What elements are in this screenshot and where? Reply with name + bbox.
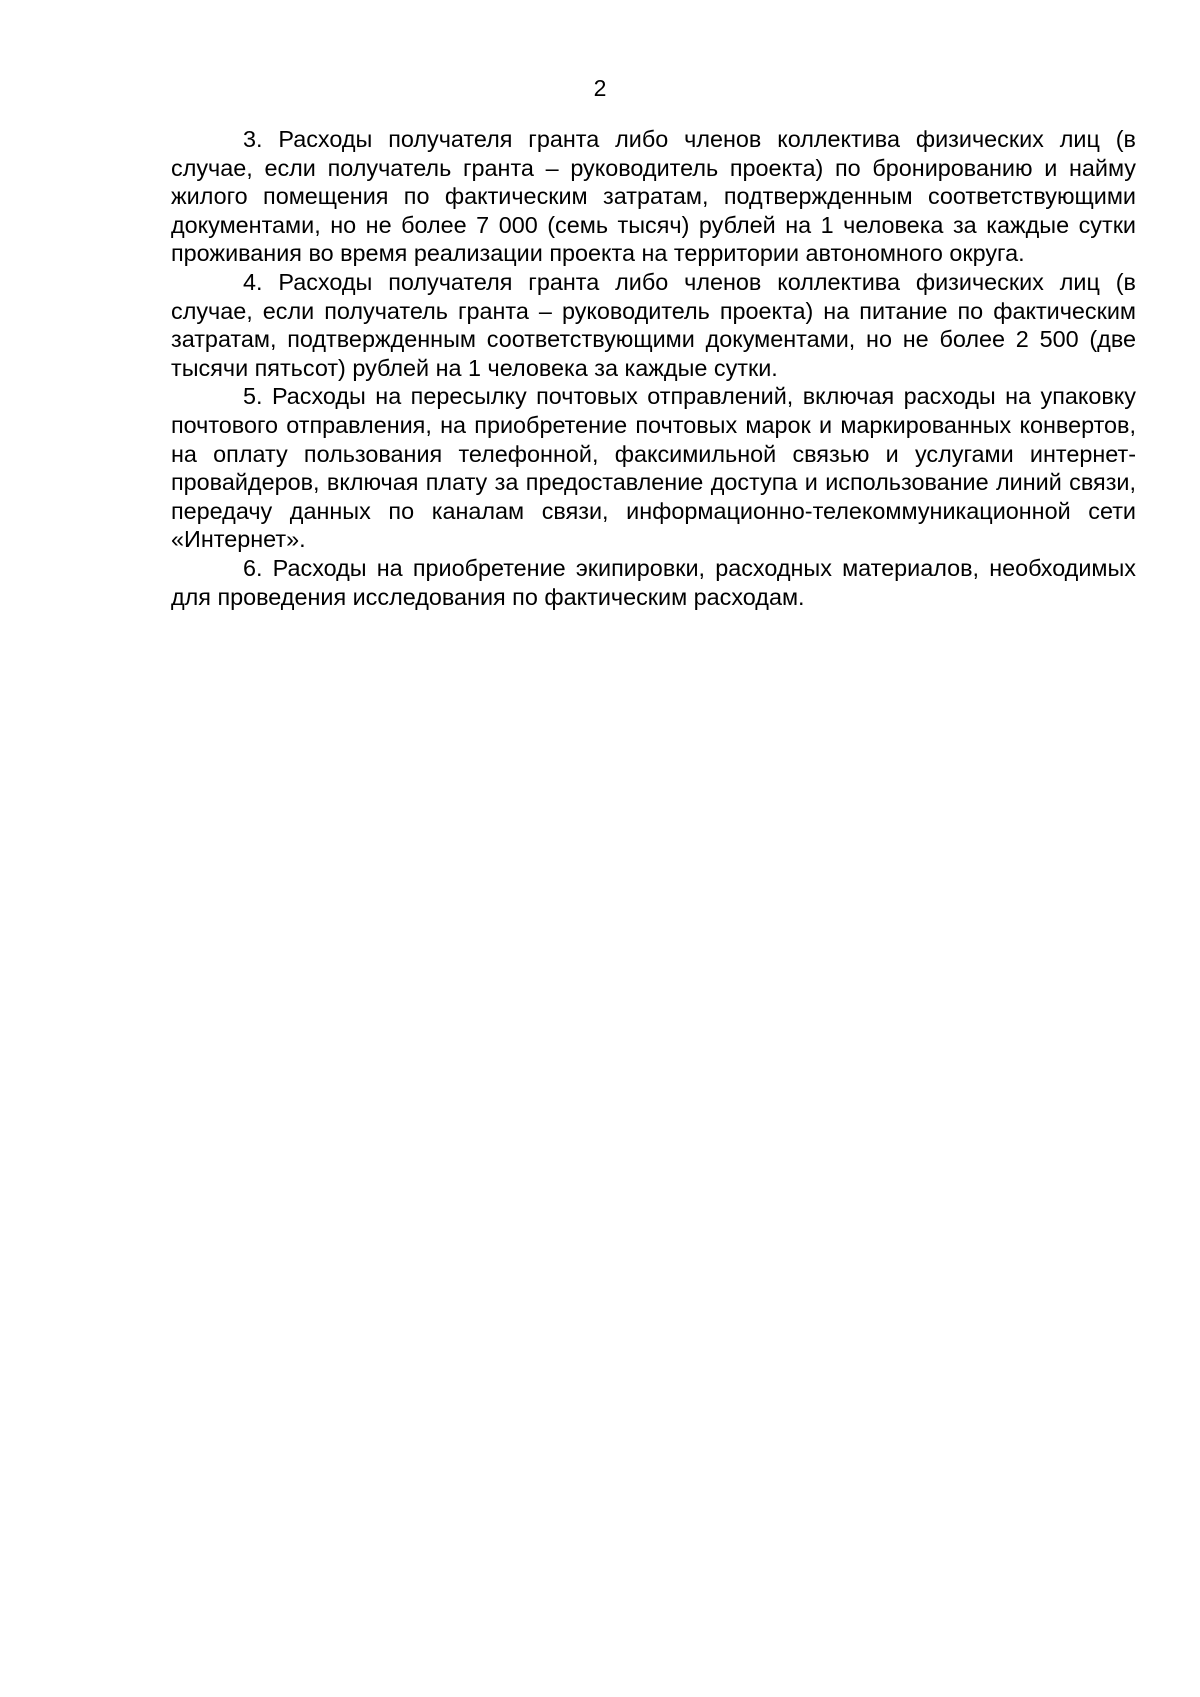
paragraph-item-5: 5. Расходы на пересылку почтовых отправлений, включая расходы на упаковку почтового отправления, на приобретение почтовых марок и маркированных конвертов, на оплату пользования телефонной, факсимильной связью и услугами интернет-провайдеров, включая плату за предоставление доступа и использование линий связи, передачу данных по каналам связи, информационно-телекоммуникационной сети «Интернет». [171, 383, 1136, 553]
page-number: 2 [593, 75, 607, 101]
paragraph-item-6: 6. Расходы на приобретение экипировки, расходных материалов, необходимых для проведения исследования по фактическим расходам. [171, 554, 1136, 610]
paragraph-item-4: 4. Расходы получателя гранта либо членов коллектива физических лиц (в случае, если получатель гранта – руководитель проекта) на питание по фактическим затратам, подтвержденным соответствующими документами, но не более 2 500 (две тысячи пятьсот) рублей на 1 человека за каждые сутки. [171, 268, 1136, 381]
document-body [171, 125, 1136, 611]
paragraph-item-3: 3. Расходы получателя гранта либо членов коллектива физических лиц (в случае, если получатель гранта – руководитель проекта) по бронированию и найму жилого помещения по фактическим затратам, подтвержденным соответствующими документами, но не более 7 000 (семь тысяч) рублей на 1 человека за каждые сутки проживания во время реализации проекта на территории автономного округа. [171, 126, 1136, 267]
